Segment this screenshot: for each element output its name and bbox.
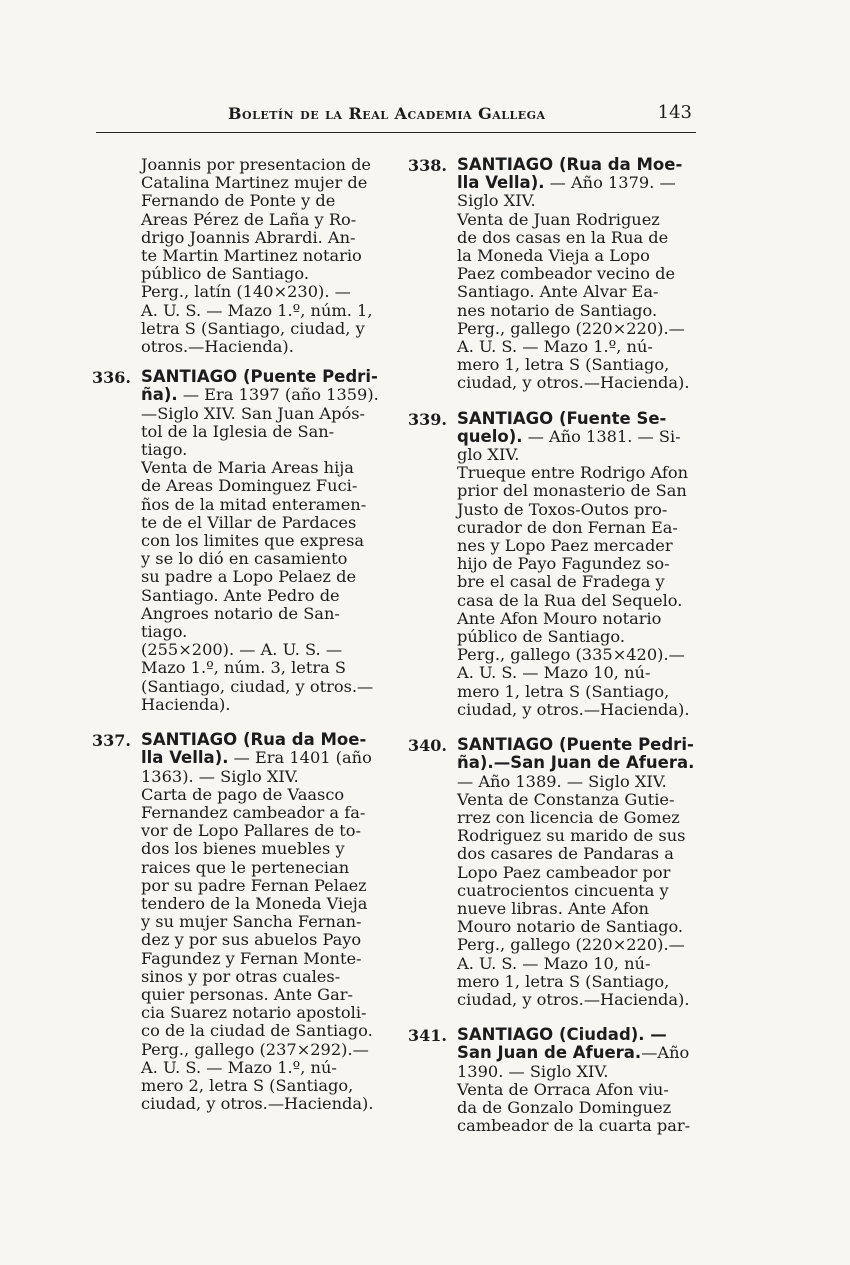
entry-body: Venta de Constanza Gutie- rrez con licencia de Gomez Rodriguez su marido de sus dos casares de Pandaras a Lopo Paez cambeador por cuatrocientos cincuenta y nueve libras. Ante Afon Mouro notario de Santiago. <box>457 789 686 937</box>
entry-details: Perg., latín (140×230). — A. U. S. — Mazo 1.º, núm. 1, letra S (Santiago, ciudad, y otros.—Hacienda). <box>141 282 373 357</box>
entry-body: Trueque entre Rodrigo Afon prior del monasterio de San Justo de Toxos-Outos pro- curador de don Fernan Ea- nes y Lopo Paez mercader hijo de Payo Fagundez so- bre el casal de Fradega y casa de la Rua del Sequelo. Ante Afon Mouro notario público de Santiago. <box>457 463 689 647</box>
continued-entry <box>92 156 392 356</box>
entry-number: 336. <box>92 368 131 388</box>
catalog-entry-340 <box>408 736 708 1009</box>
entry-date: — Año 1381. — Si- glo XIV. <box>457 426 681 465</box>
entry-heading: SANTIAGO (Fuente Se- quelo). <box>457 408 667 446</box>
catalog-entry-338 <box>408 156 708 393</box>
entry-date: — Era 1397 (año 1359). —Siglo XIV. San Juan Após- tol de la Iglesia de San- tiago. <box>141 385 379 460</box>
entry-body: Venta de Maria Areas hija de Areas Dominguez Fuci- ños de la mitad enteramen- te de el Villar de Pardaces con los limites que expresa y se lo dió en casamiento su padre a Lopo Pelaez de Santiago. Ante Pedro de Angroes notario de San- tiago. <box>141 458 367 642</box>
entry-details: Perg., gallego (220×220).— A. U. S. — Mazo 1.º, nú- mero 1, letra S (Santiago, ciudad, y otros.—Hacienda). <box>457 318 690 393</box>
catalog-entry-337 <box>92 731 392 1113</box>
entry-heading: SANTIAGO (Rua da Moe- lla Vella). <box>457 155 683 193</box>
catalog-entry-336 <box>92 368 392 714</box>
left-column <box>92 156 392 1130</box>
entry-number: 339. <box>408 409 447 429</box>
right-column <box>408 156 708 1152</box>
entry-date: —Año 1390. — Siglo XIV. <box>457 1043 690 1081</box>
running-header <box>96 100 696 133</box>
entry-number: 341. <box>408 1026 447 1046</box>
entry-heading: SANTIAGO (Puente Pedri- ña).—San Juan de Afuera. <box>457 735 695 773</box>
journal-title: Boletín de la Real Academia Gallega <box>228 104 546 123</box>
entry-details: Perg., gallego (237×292).— A. U. S. — Mazo 1.º, nú- mero 2, letra S (Santiago, ciudad, y otros.—Hacienda). <box>141 1039 374 1114</box>
entry-heading: SANTIAGO (Puente Pedri- ña). <box>141 367 378 405</box>
page-number: 143 <box>657 102 692 123</box>
entry-details: Perg., gallego (335×420).— A. U. S. — Mazo 10, nú- mero 1, letra S (Santiago, ciudad, y otros.—Hacienda). <box>457 645 690 719</box>
entry-number: 340. <box>408 736 447 756</box>
entry-number: 338. <box>408 156 447 175</box>
catalog-entry-339 <box>408 410 708 719</box>
entry-date: — Era 1401 (año 1363). — Siglo XIV. <box>141 748 372 786</box>
entry-body: Venta de Juan Rodriguez de dos casas en la Rua de la Moneda Vieja a Lopo Paez combeador vecino de Santiago. Ante Alvar Ea- nes notario de Santiago. <box>457 209 676 320</box>
catalog-entry-341 <box>408 1026 708 1135</box>
entry-heading: SANTIAGO (Rua da Moe- lla Vella). <box>141 730 367 768</box>
entry-body: Joannis por presentacion de Catalina Martinez mujer de Fernando de Ponte y de Areas Pérez de Laña y Ro- drigo Joannis Abrardi. An- te Martin Martinez notario público de Santiago. <box>141 155 372 284</box>
entry-heading: SANTIAGO (Ciudad). — San Juan de Afuera. <box>457 1025 667 1063</box>
entry-details: (255×200). — A. U. S. — Mazo 1.º, núm. 3, letra S (Santiago, ciudad, y otros.— Hacienda). <box>141 640 374 714</box>
entry-number: 337. <box>92 731 131 751</box>
entry-details: Perg., gallego (220×220).— A. U. S. — Mazo 10, nú- mero 1, letra S (Santiago, ciudad, y otros.—Hacienda). <box>457 935 690 1009</box>
entry-date: — Año 1389. — Siglo XIV. <box>457 771 667 791</box>
entry-body: Carta de pago de Vaasco Fernandez cambeador a fa- vor de Lopo Pallares de to- dos los bienes muebles y raices que le pertenecian por su padre Fernan Pelaez tendero de la Moneda Vieja y su mujer Sancha Fernan- dez y por sus abuelos Payo Fagundez y Fernan Monte- sinos y por otras cuales- quier personas. Ante Gar- cia Suarez notario apostoli- co de la ciudad de Santiago. <box>141 784 373 1041</box>
entry-date: — Año 1379. — Siglo XIV. <box>457 173 676 211</box>
entry-body: Venta de Orraca Afon viu- da de Gonzalo Dominguez cambeador de la cuarta par- <box>457 1079 691 1136</box>
